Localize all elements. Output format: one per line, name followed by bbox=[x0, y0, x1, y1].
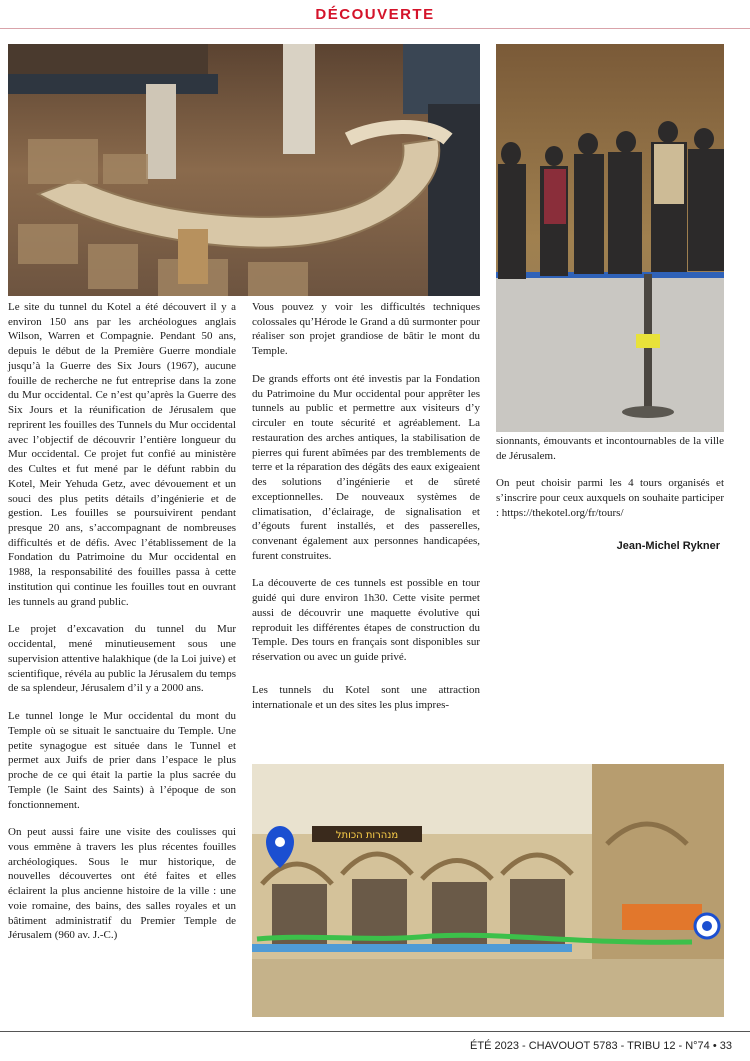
col1-paragraph-4: On peut aussi faire une visite des coulisses qui vous emmène à travers les plus récentes fouilles archéologiques. Sous le mur historique, de nouvelles découvertes ont été faites et elles éclairent la plus ancienne histoire de la ville : une voie romaine, des bains, des salles royales et un bâtiment administratif du Premier Temple de Jérusalem (960 av. J.-C.) bbox=[8, 826, 236, 942]
visitors-tunnel-photo bbox=[496, 44, 724, 432]
article-column-1 bbox=[8, 300, 236, 956]
section-title: DÉCOUVERTE bbox=[315, 6, 435, 23]
col1-paragraph-1: Le site du tunnel du Kotel a été découvert il y a environ 150 ans par les archéologues anglais Wilson, Warren et Compagnie. Pendant 50 ans, depuis le début de la Première Guerre mondiale jusqu’à la Guerre des Six Jours (1967), aucune fouille de recherche ne fut entreprise dans la zone du Mur occidental. Ce n’est qu’après la Guerre des Six Jours et la réunification de Jérusalem que reprirent les fouilles des Tunnels du Mur occidental avec l’objectif de découvrir l’entière longueur du Mur occidental. Ce projet fut confié au ministère des Cultes et fut mené par le défunt rabbin du Kotel, Meir Yehuda Getz, avec dévouement et un souci des plus petits détails d’ingénierie et de gestion. Les fouilles se poursuivirent pendant presque 20 ans, s’accompagnant de nombreuses difficultés et de défis. Avec l’établissement de la Fondation du Patrimoine du Mur occidental en 1988, la responsabilité des fouilles passa à cette institution qui continue les fouilles tout en ouvrant les tunnels au grand public. bbox=[8, 301, 236, 608]
col2-paragraph-3: La découverte de ces tunnels est possible en tour guidé qui dure environ 1h30. Cette visite permet aussi de découvrir une maquette évolutive qui reproduit les différentes étapes de construction du Temple. Des tours en français sont disponibles sur réservation ou avec un guide privé. bbox=[252, 577, 480, 664]
col3-paragraph-2: On peut choisir parmi les 4 tours organisés et s’inscrire pour ceux auxquels on souhaite participer : https://thekotel.org/fr/tours/ bbox=[496, 477, 724, 519]
col2-paragraph-4: Les tunnels du Kotel sont une attraction internationale et un des sites les plus impres- bbox=[252, 683, 480, 711]
article-column-2 bbox=[252, 300, 480, 725]
tunnel-map-illustration bbox=[252, 764, 724, 1017]
footer-rule bbox=[0, 1031, 750, 1032]
col2-paragraph-2: De grands efforts ont été investis par la Fondation du Patrimoine du Mur occidental pour apprêter les tunnels au public et permettre aux visiteurs d’y circuler en toute sécurité et agréablement. La restauration des arches antiques, la stabilisation de pierres qui furent abîmées par des tremblements de terre et la réparation des dégâts des eaux exigeaient des solutions d’ingénierie et de sûreté exceptionnelles. De nouveaux systèmes de climatisation, d’éclairage, de signalisation et d’égouts furent installés, et des passerelles, convenant également aux personnes handicapées, furent construites. bbox=[252, 372, 480, 562]
col2-paragraph-1: Vous pouvez y voir les difficultés techniques colossales qu’Hérode le Grand a dû surmonter pour réaliser son projet grandiose de bâtir le mont du Temple. bbox=[252, 301, 480, 358]
article-column-3 bbox=[496, 434, 724, 534]
map-sign-text: מנהרות הכותל bbox=[335, 830, 399, 841]
col1-paragraph-3: Le tunnel longe le Mur occidental du mont du Temple où se situait le sanctuaire du Temple. Une petite synagogue est située dans le Tunnel et permet aux Juifs de prier dans l’espace le plus proche de ce qui était la partie la plus sacrée du Temple (le Saint des Saints) à l’époque de son fonctionnement. bbox=[8, 710, 236, 811]
author-signature: Jean-Michel Rykner bbox=[616, 540, 720, 552]
header-rule bbox=[0, 28, 750, 29]
col1-paragraph-2: Le projet d’excavation du tunnel du Mur occidental, mené minutieusement sous une supervision attentive halakhique (de la Loi juive) et scientifique, révéla au public la Jérusalem du temps de sa splendeur, Jérusalem d’il y a 2000 ans. bbox=[8, 623, 236, 695]
excavation-arch-photo bbox=[8, 44, 480, 296]
col3-paragraph-1: sionnants, émouvants et incontournables de la ville de Jérusalem. bbox=[496, 435, 724, 462]
page-footer: ÉTÉ 2023 - CHAVOUOT 5783 - TRIBU 12 - N°74 • 33 bbox=[470, 1040, 732, 1052]
